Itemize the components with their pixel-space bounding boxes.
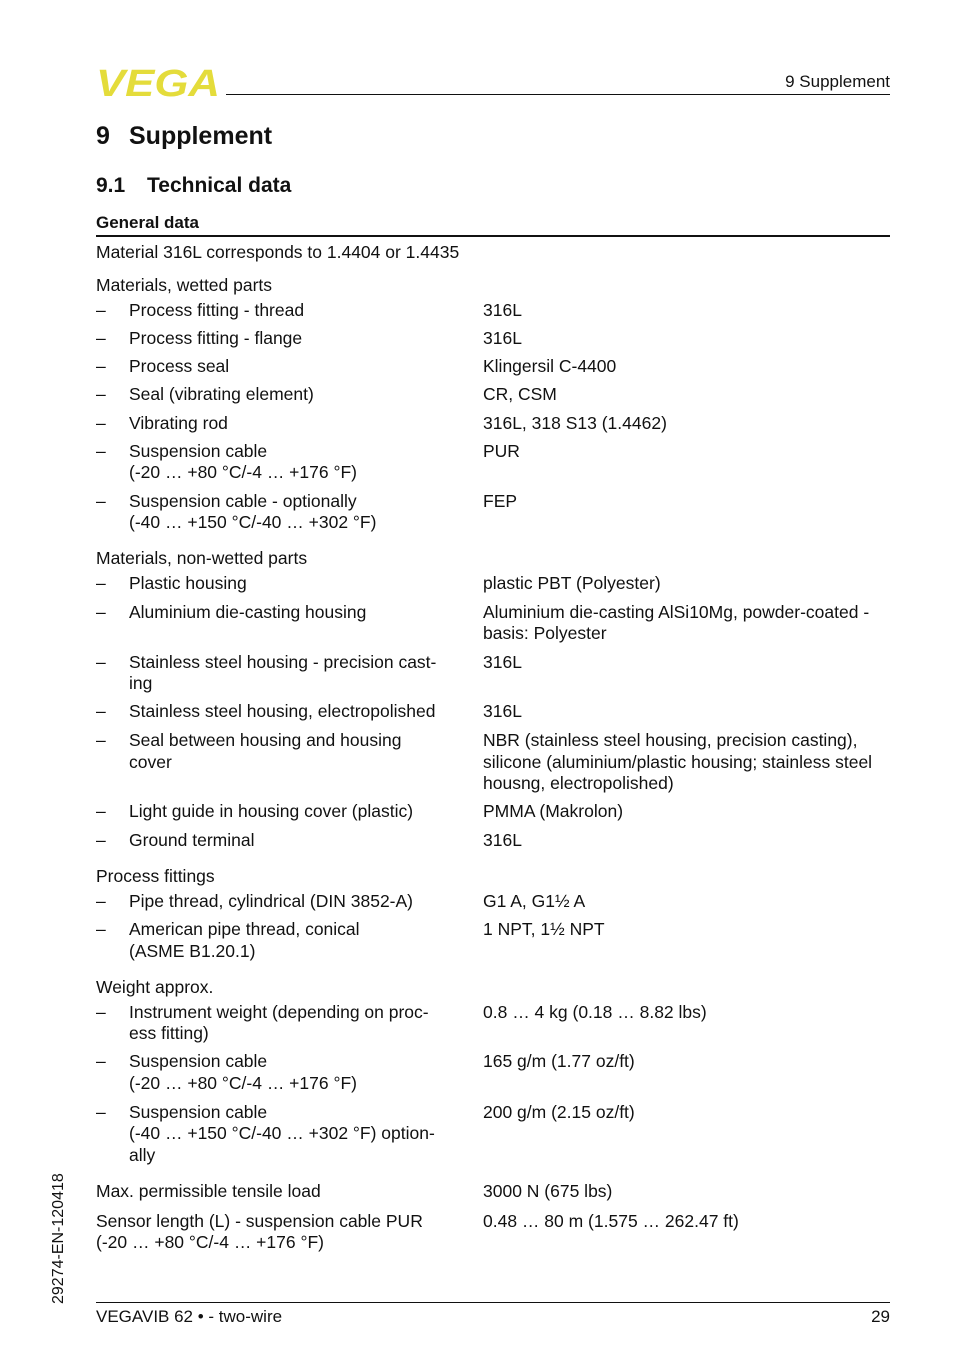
row-value: 316L — [483, 300, 522, 320]
list-dash: – — [96, 652, 106, 672]
list-dash: – — [96, 573, 106, 593]
row-label-cont: (-20 … +80 °C/-4 … +176 °F) — [96, 1232, 324, 1252]
row-label-cont: (-20 … +80 °C/-4 … +176 °F) — [129, 462, 357, 482]
row-label: Suspension cable — [129, 441, 268, 461]
row-label-cont: (ASME B1.20.1) — [129, 941, 256, 961]
row-label: Sensor length (L) - suspension cable PUR — [96, 1211, 423, 1231]
header-section-title: 9 Supplement — [785, 72, 890, 91]
svg-text:VEGA: VEGA — [96, 66, 220, 98]
row-label: Plastic housing — [129, 573, 247, 593]
row-label: American pipe thread, conical — [129, 919, 360, 939]
row-value: plastic PBT (Polyester) — [483, 573, 661, 593]
page-number: 29 — [871, 1307, 890, 1326]
list-dash: – — [96, 602, 106, 622]
header-rule — [226, 94, 890, 95]
subsection-rule — [96, 235, 890, 237]
chapter-heading: 9 Supplement — [96, 122, 273, 150]
list-dash: – — [96, 300, 106, 320]
vega-logo — [96, 66, 222, 98]
row-label-cont: (-40 … +150 °C/-40 … +302 °F) — [129, 512, 377, 532]
list-dash: – — [96, 413, 106, 433]
row-label: Pipe thread, cylindrical (DIN 3852-A) — [129, 891, 414, 911]
list-dash: – — [96, 491, 106, 511]
document-code: 29274-EN-120418 — [50, 1173, 67, 1304]
row-label: Max. permissible tensile load — [96, 1181, 321, 1201]
row-value: 200 g/m (2.15 oz/ft) — [483, 1102, 635, 1122]
list-dash: – — [96, 1002, 106, 1022]
row-label: Process fitting - flange — [129, 328, 303, 348]
row-value: FEP — [483, 491, 518, 511]
row-label-cont: ing — [129, 673, 153, 693]
list-dash: – — [96, 356, 106, 376]
list-dash: – — [96, 384, 106, 404]
row-label-cont: ess fitting) — [129, 1023, 209, 1043]
row-label: Stainless steel housing, electropolished — [129, 701, 436, 721]
list-dash: – — [96, 701, 106, 721]
row-value-cont: basis: Polyester — [483, 623, 607, 643]
list-dash: – — [96, 730, 106, 750]
row-label: Seal between housing and housing — [129, 730, 402, 750]
row-value-cont: silicone (aluminium/plastic housing; stainless steel — [483, 752, 873, 772]
list-dash: – — [96, 1051, 106, 1071]
footer-rule — [96, 1302, 890, 1303]
list-dash: – — [96, 328, 106, 348]
row-value: 0.48 … 80 m (1.575 … 262.47 ft) — [483, 1211, 739, 1231]
intro-text: Material 316L corresponds to 1.4404 or 1.4435 — [96, 242, 460, 262]
list-dash: – — [96, 801, 106, 821]
list-dash: – — [96, 919, 106, 939]
row-value: 316L — [483, 652, 522, 672]
row-label-cont: (-40 … +150 °C/-40 … +302 °F) option- — [129, 1123, 435, 1143]
row-value: 0.8 … 4 kg (0.18 … 8.82 lbs) — [483, 1002, 707, 1022]
row-value: PUR — [483, 441, 520, 461]
row-value: 316L — [483, 830, 522, 850]
row-value: 316L — [483, 701, 522, 721]
row-label: Ground terminal — [129, 830, 255, 850]
group-heading-weight: Weight approx. — [96, 977, 214, 997]
row-label: Suspension cable — [129, 1102, 268, 1122]
row-value: 316L, 318 S13 (1.4462) — [483, 413, 667, 433]
row-label-cont: ally — [129, 1145, 156, 1165]
subsection-heading: General data — [96, 213, 199, 232]
row-label: Light guide in housing cover (plastic) — [129, 801, 414, 821]
row-value-cont: housng, electropolished) — [483, 773, 674, 793]
footer-product: VEGAVIB 62 • - two-wire — [96, 1307, 283, 1326]
row-label: Stainless steel housing - precision cast- — [129, 652, 437, 672]
row-value: G1 A, G1½ A — [483, 891, 586, 911]
group-heading-fittings: Process fittings — [96, 866, 215, 886]
group-heading-nonwetted: Materials, non-wetted parts — [96, 548, 308, 568]
row-label: Aluminium die-casting housing — [129, 602, 367, 622]
row-label: Suspension cable — [129, 1051, 268, 1071]
row-value: PMMA (Makrolon) — [483, 801, 624, 821]
row-value: 3000 N (675 lbs) — [483, 1181, 613, 1201]
row-label-cont: (-20 … +80 °C/-4 … +176 °F) — [129, 1073, 357, 1093]
list-dash: – — [96, 1102, 106, 1122]
row-label: Seal (vibrating element) — [129, 384, 314, 404]
row-value: CR, CSM — [483, 384, 557, 404]
section-heading: 9.1 Technical data — [96, 174, 292, 197]
list-dash: – — [96, 441, 106, 461]
row-value: 316L — [483, 328, 522, 348]
row-value: Klingersil C-4400 — [483, 356, 617, 376]
row-label: Instrument weight (depending on proc- — [129, 1002, 429, 1022]
row-value: NBR (stainless steel housing, precision casting), — [483, 730, 858, 750]
row-label-cont: cover — [129, 752, 172, 772]
row-value: 1 NPT, 1½ NPT — [483, 919, 605, 939]
group-heading-wetted: Materials, wetted parts — [96, 275, 273, 295]
row-value: Aluminium die-casting AlSi10Mg, powder-coated - — [483, 602, 870, 622]
row-value: 165 g/m (1.77 oz/ft) — [483, 1051, 635, 1071]
row-label: Vibrating rod — [129, 413, 228, 433]
row-label: Suspension cable - optionally — [129, 491, 357, 511]
row-label: Process seal — [129, 356, 230, 376]
list-dash: – — [96, 830, 106, 850]
list-dash: – — [96, 891, 106, 911]
row-label: Process fitting - thread — [129, 300, 305, 320]
